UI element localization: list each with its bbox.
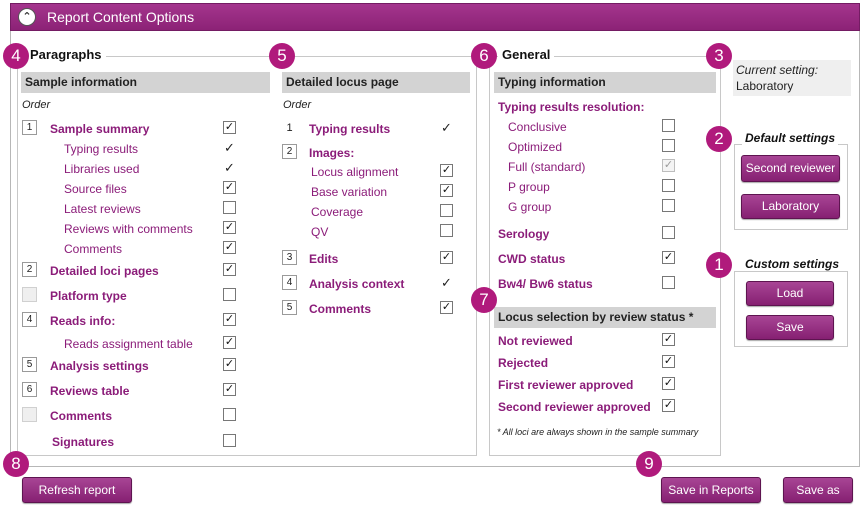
sample-item-checkbox[interactable] bbox=[223, 181, 236, 194]
checkmark-icon: ✓ bbox=[224, 313, 235, 325]
resolution-option-checkbox[interactable] bbox=[662, 199, 675, 212]
checkmark-icon: ✓ bbox=[441, 184, 452, 196]
locus-item-checkbox[interactable] bbox=[440, 204, 453, 217]
sample-item-label: Sample summary bbox=[50, 122, 150, 136]
load-button[interactable]: Load bbox=[746, 281, 834, 306]
detailed-locus-page-heading: Detailed locus page bbox=[282, 72, 470, 93]
locus-item-label: Images: bbox=[309, 146, 355, 160]
typing-resolution-label: Typing results resolution: bbox=[498, 100, 645, 114]
sample-order-box[interactable]: 4 bbox=[22, 312, 37, 327]
sample-order-box[interactable]: 6 bbox=[22, 382, 37, 397]
sample-item-label: Reviews with comments bbox=[64, 222, 193, 236]
locus-item-label: Typing results bbox=[309, 122, 391, 136]
locus-order-box[interactable]: 4 bbox=[282, 275, 297, 290]
typing-option-checkbox[interactable] bbox=[662, 226, 675, 239]
review-status-label: Not reviewed bbox=[498, 334, 573, 348]
review-status-checkbox[interactable] bbox=[662, 333, 675, 346]
current-setting-label: Current setting: bbox=[736, 63, 819, 77]
locus-item-label: Base variation bbox=[311, 185, 388, 199]
resolution-option-checkbox[interactable] bbox=[662, 139, 675, 152]
typing-option-label: Serology bbox=[498, 227, 550, 241]
callout-badge-4: 4 bbox=[3, 43, 29, 69]
sample-item-label: Reads info: bbox=[50, 314, 116, 328]
sample-item-checkbox[interactable] bbox=[223, 383, 236, 396]
checkmark-icon: ✓ bbox=[224, 358, 235, 370]
locus-item-label: Coverage bbox=[311, 205, 364, 219]
resolution-option-label: Full (standard) bbox=[508, 160, 586, 174]
checkmark-icon: ✓ bbox=[441, 164, 452, 176]
laboratory-button[interactable]: Laboratory bbox=[741, 194, 840, 219]
checkmark-icon: ✓ bbox=[663, 159, 674, 171]
sample-item-label: Typing results bbox=[64, 142, 139, 156]
locus-item-label: QV bbox=[311, 225, 329, 239]
review-status-checkbox[interactable] bbox=[662, 377, 675, 390]
sample-item-checkbox[interactable] bbox=[223, 336, 236, 349]
sample-order-box[interactable] bbox=[22, 287, 37, 302]
sample-item-checkbox[interactable] bbox=[223, 408, 236, 421]
review-status-checkbox[interactable] bbox=[662, 355, 675, 368]
locus-order-label: Order bbox=[283, 99, 312, 111]
resolution-option-label: P group bbox=[508, 180, 550, 194]
sample-order-box[interactable] bbox=[22, 407, 37, 422]
checkmark-icon: ✓ bbox=[224, 263, 235, 275]
callout-badge-7: 7 bbox=[471, 287, 497, 313]
sample-order-label: Order bbox=[22, 99, 51, 111]
locus-item-checkbox[interactable] bbox=[440, 301, 453, 314]
locus-order-box[interactable]: 3 bbox=[282, 250, 297, 265]
callout-badge-2: 2 bbox=[706, 126, 732, 152]
sample-item-checkbox[interactable] bbox=[223, 221, 236, 234]
locus-item-label: Locus alignment bbox=[311, 165, 399, 179]
locus-item-checkbox[interactable] bbox=[440, 164, 453, 177]
callout-badge-6: 6 bbox=[471, 43, 497, 69]
resolution-option-checkbox[interactable] bbox=[662, 179, 675, 192]
sample-item-label: Signatures bbox=[52, 435, 115, 449]
second-reviewer-button[interactable]: Second reviewer bbox=[741, 155, 840, 182]
locus-order-number: 1 bbox=[286, 122, 293, 134]
locus-item-label: Analysis context bbox=[309, 277, 405, 291]
locus-item-checkmark-icon: ✓ bbox=[441, 120, 452, 135]
save-button[interactable]: Save bbox=[746, 315, 834, 340]
checkmark-icon: ✓ bbox=[224, 383, 235, 395]
review-status-label: Rejected bbox=[498, 356, 549, 370]
locus-selection-footnote: * All loci are always shown in the sample summary bbox=[497, 427, 699, 437]
sample-item-label: Source files bbox=[64, 182, 127, 196]
callout-badge-9: 9 bbox=[636, 451, 662, 477]
locus-item-checkbox[interactable] bbox=[440, 184, 453, 197]
locus-item-label: Edits bbox=[309, 252, 339, 266]
sample-item-checkbox[interactable] bbox=[223, 358, 236, 371]
current-setting-box bbox=[733, 60, 851, 96]
resolution-option-label: G group bbox=[508, 200, 552, 214]
resolution-option-checkbox bbox=[662, 159, 675, 172]
locus-item-checkbox[interactable] bbox=[440, 251, 453, 264]
sample-item-checkbox[interactable] bbox=[223, 201, 236, 214]
checkmark-icon: ✓ bbox=[663, 251, 674, 263]
review-status-checkbox[interactable] bbox=[662, 399, 675, 412]
default-settings-heading: Default settings bbox=[742, 131, 838, 145]
custom-settings-heading: Custom settings bbox=[742, 257, 842, 271]
sample-item-checkmark-icon: ✓ bbox=[224, 140, 235, 155]
checkmark-icon: ✓ bbox=[224, 121, 235, 133]
refresh-report-button[interactable]: Refresh report bbox=[22, 477, 132, 503]
typing-option-label: Bw4/ Bw6 status bbox=[498, 277, 593, 291]
locus-order-box[interactable]: 5 bbox=[282, 300, 297, 315]
sample-item-checkbox[interactable] bbox=[223, 288, 236, 301]
callout-badge-5: 5 bbox=[269, 43, 295, 69]
locus-item-label: Comments bbox=[309, 302, 372, 316]
locus-selection-heading: Locus selection by review status * bbox=[494, 307, 716, 328]
callout-badge-8: 8 bbox=[3, 451, 29, 477]
sample-item-label: Reviews table bbox=[50, 384, 130, 398]
sample-item-label: Latest reviews bbox=[64, 202, 141, 216]
sample-item-checkbox[interactable] bbox=[223, 434, 236, 447]
review-status-label: Second reviewer approved bbox=[498, 400, 651, 414]
window-title: Report Content Options bbox=[47, 9, 195, 25]
resolution-option-label: Conclusive bbox=[508, 120, 567, 134]
checkmark-icon: ✓ bbox=[224, 221, 235, 233]
locus-item-checkmark-icon: ✓ bbox=[441, 275, 452, 290]
typing-information-heading: Typing information bbox=[494, 72, 716, 93]
general-heading: General bbox=[498, 47, 554, 62]
sample-item-checkmark-icon: ✓ bbox=[224, 160, 235, 175]
checkmark-icon: ✓ bbox=[224, 241, 235, 253]
sample-item-label: Libraries used bbox=[64, 162, 140, 176]
chevron-up-icon[interactable]: ⌃ bbox=[18, 8, 36, 26]
checkmark-icon: ✓ bbox=[663, 355, 674, 367]
locus-item-checkbox[interactable] bbox=[440, 224, 453, 237]
save-in-reports-button[interactable]: Save in Reports bbox=[661, 477, 761, 503]
typing-option-checkbox[interactable] bbox=[662, 251, 675, 264]
report-content-options-header bbox=[10, 3, 860, 31]
typing-option-label: CWD status bbox=[498, 252, 566, 266]
sample-item-label: Reads assignment table bbox=[64, 337, 193, 351]
sample-item-checkbox[interactable] bbox=[223, 313, 236, 326]
review-status-label: First reviewer approved bbox=[498, 378, 634, 392]
sample-order-box[interactable]: 2 bbox=[22, 262, 37, 277]
checkmark-icon: ✓ bbox=[663, 333, 674, 345]
checkmark-icon: ✓ bbox=[663, 377, 674, 389]
callout-badge-1: 1 bbox=[706, 252, 732, 278]
sample-item-label: Comments bbox=[64, 242, 123, 256]
sample-item-label: Comments bbox=[50, 409, 113, 423]
sample-information-heading: Sample information bbox=[21, 72, 270, 93]
sample-order-box[interactable]: 1 bbox=[22, 120, 37, 135]
save-as-button[interactable]: Save as bbox=[783, 477, 853, 503]
locus-order-box[interactable]: 2 bbox=[282, 144, 297, 159]
sample-order-box[interactable]: 5 bbox=[22, 357, 37, 372]
checkmark-icon: ✓ bbox=[224, 336, 235, 348]
resolution-option-checkbox[interactable] bbox=[662, 119, 675, 132]
sample-item-label: Detailed loci pages bbox=[50, 264, 159, 278]
callout-badge-3: 3 bbox=[706, 43, 732, 69]
paragraphs-heading: Paragraphs bbox=[26, 47, 106, 62]
checkmark-icon: ✓ bbox=[224, 181, 235, 193]
checkmark-icon: ✓ bbox=[441, 301, 452, 313]
sample-item-checkbox[interactable] bbox=[223, 263, 236, 276]
resolution-option-label: Optimized bbox=[508, 140, 563, 154]
sample-item-label: Platform type bbox=[50, 289, 127, 303]
checkmark-icon: ✓ bbox=[663, 399, 674, 411]
checkmark-icon: ✓ bbox=[441, 251, 452, 263]
sample-item-checkbox[interactable] bbox=[223, 121, 236, 134]
sample-item-checkbox[interactable] bbox=[223, 241, 236, 254]
sample-item-label: Analysis settings bbox=[50, 359, 149, 373]
current-setting-value: Laboratory bbox=[736, 79, 794, 93]
typing-option-checkbox[interactable] bbox=[662, 276, 675, 289]
